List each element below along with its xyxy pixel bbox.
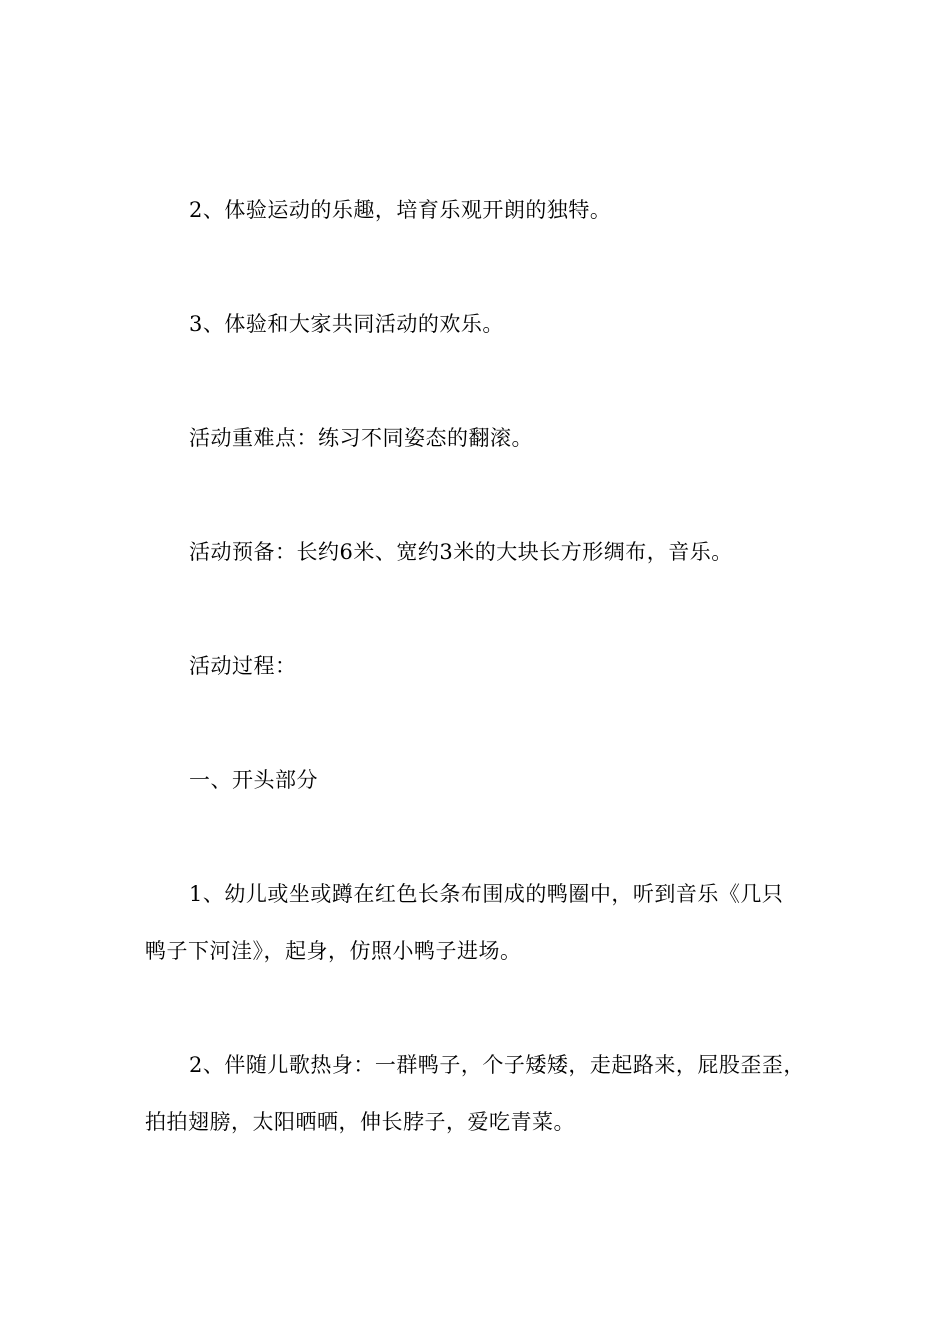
paragraph-process-heading: 活动过程：	[189, 654, 297, 678]
paragraph-key-points: 活动重难点：练习不同姿态的翻滚。	[189, 426, 533, 450]
paragraph-preparation: 活动预备：长约6米、宽约3米的大块长方形绸布，音乐。	[189, 540, 733, 564]
section-heading-opening: 一、开头部分	[189, 768, 318, 792]
paragraph-step-1-line-1: 1、幼儿或坐或蹲在红色长条布围成的鸭圈中，听到音乐《几只	[189, 882, 784, 906]
paragraph-goal-3: 3、体验和大家共同活动的欢乐。	[189, 312, 504, 336]
paragraph-step-2-line-2: 拍拍翅膀，太阳晒晒，伸长脖子，爱吃青菜。	[145, 1110, 575, 1134]
paragraph-step-1-line-2: 鸭子下河洼》，起身，仿照小鸭子进场。	[145, 939, 522, 963]
paragraph-step-2-line-1: 2、伴随儿歌热身：一群鸭子，个子矮矮，走起路来，屁股歪歪，	[189, 1053, 805, 1077]
paragraph-goal-2: 2、体验运动的乐趣，培育乐观开朗的独特。	[189, 198, 612, 222]
